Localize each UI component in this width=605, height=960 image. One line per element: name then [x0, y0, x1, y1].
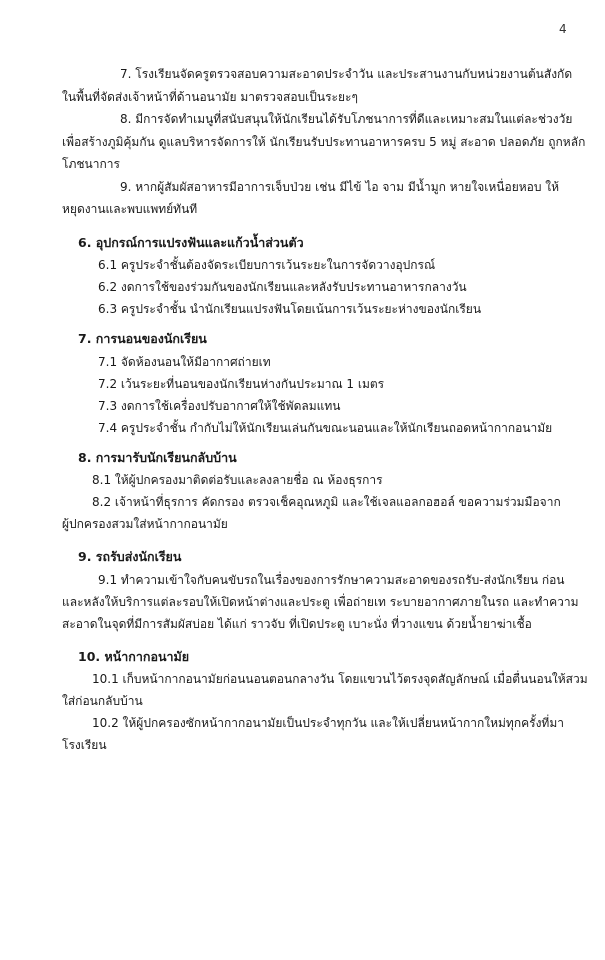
paragraph-8-line-1: 8. มีการจัดทำเมนูที่สนับสนุนให้นักเรียนได้รับโภชนาการที่ดีและเหมาะสมในแต่ละช่วงวัย	[120, 112, 573, 126]
section-7-heading: 7. การนอนของนักเรียน	[78, 331, 207, 346]
section-8-item-2-line-1: 8.2 เจ้าหน้าที่ธุรการ คัดกรอง ตรวจเช็คอุณหภูมิ และใช้เจลแอลกอฮอล์ ขอความร่วมมือจาก	[92, 495, 561, 509]
paragraph-7-line-2: ในพื้นที่จัดส่งเจ้าหน้าที่ด้านอนามัย มาตรวจสอบเป็นระยะๆ	[62, 90, 358, 104]
section-10-item-2-line-1: 10.2 ให้ผู้ปกครองซักหน้ากากอนามัยเป็นประจำทุกวัน และให้เปลี่ยนหน้ากากใหม่ทุกครั้งที่มา	[92, 716, 564, 730]
section-6-item-1: 6.1 ครูประจำชั้นต้องจัดระเบียบการเว้นระยะในการจัดวางอุปกรณ์	[98, 258, 436, 272]
paragraph-7-line-1: 7. โรงเรียนจัดครูตรวจสอบความสะอาดประจำวัน และประสานงานกับหน่วยงานต้นสังกัด	[120, 67, 573, 81]
section-10-item-2-line-2: โรงเรียน	[62, 738, 107, 752]
section-8-heading: 8. การมารับนักเรียนกลับบ้าน	[78, 450, 237, 465]
section-10-item-1-line-1: 10.1 เก็บหน้ากากอนามัยก่อนนอนตอนกลางวัน โดยแขวนไว้ตรงจุดสัญลักษณ์ เมื่อตื่นนอนให้สวม	[92, 672, 588, 686]
paragraph-8-line-2: เพื่อสร้างภูมิคุ้มกัน ดูแลบริหารจัดการให้ นักเรียนรับประทานอาหารครบ 5 หมู่ สะอาด ปลอดภัย ถูกหลัก	[62, 135, 586, 149]
paragraph-9-line-1: 9. หากผู้สัมผัสอาหารมีอาการเจ็บป่วย เช่น มีไข้ ไอ จาม มีน้ำมูก หายใจเหนื่อยหอบ ให้	[120, 180, 560, 194]
section-9-item-1-line-3: สะอาดในจุดที่มีการสัมผัสบ่อย ได้แก่ ราวจับ ที่เปิดประตู เบาะนั่ง ที่วางแขน ด้วยน้ำยาฆ่าเชื้อ	[62, 617, 532, 631]
section-6-item-3: 6.3 ครูประจำชั้น นำนักเรียนแปรงฟันโดยเน้นการเว้นระยะห่างของนักเรียน	[98, 302, 482, 316]
section-7-item-3: 7.3 งดการใช้เครื่องปรับอากาศให้ใช้พัดลมแทน	[98, 399, 341, 413]
section-6-item-2: 6.2 งดการใช้ของร่วมกันของนักเรียนและหลังรับประทานอาหารกลางวัน	[98, 280, 467, 294]
paragraph-9-line-2: หยุดงานและพบแพทย์ทันที	[62, 202, 198, 216]
section-7-item-2: 7.2 เว้นระยะที่นอนของนักเรียนห่างกันประมาณ 1 เมตร	[98, 377, 385, 391]
section-9-item-1-line-1: 9.1 ทำความเข้าใจกับคนขับรถในเรื่องของการรักษาความสะอาดของรถรับ-ส่งนักเรียน ก่อน	[98, 573, 565, 587]
section-6-heading: 6. อุปกรณ์การแปรงฟันและแก้วน้ำส่วนตัว	[78, 235, 304, 250]
section-10-item-1-line-2: ใส่ก่อนกลับบ้าน	[62, 694, 143, 708]
section-9-heading: 9. รถรับส่งนักเรียน	[78, 549, 182, 564]
section-8-item-2-line-2: ผู้ปกครองสวมใส่หน้ากากอนามัย	[62, 517, 228, 531]
section-7-item-1: 7.1 จัดห้องนอนให้มีอากาศถ่ายเท	[98, 355, 271, 369]
paragraph-8-line-3: โภชนาการ	[62, 157, 120, 171]
section-9-item-1-line-2: และหลังให้บริการแต่ละรอบให้เปิดหน้าต่างและประตู เพื่อถ่ายเท ระบายอากาศภายในรถ และทำความ	[62, 595, 579, 609]
section-8-item-1: 8.1 ให้ผู้ปกครองมาติดต่อรับและลงลายชื่อ ณ ห้องธุรการ	[92, 473, 383, 487]
section-7-item-4: 7.4 ครูประจำชั้น กำกับไม่ให้นักเรียนเล่นกันขณะนอนและให้นักเรียนถอดหน้ากากอนามัย	[98, 421, 553, 435]
section-10-heading: 10. หน้ากากอนามัย	[78, 649, 190, 664]
page-number: 4	[559, 22, 567, 36]
